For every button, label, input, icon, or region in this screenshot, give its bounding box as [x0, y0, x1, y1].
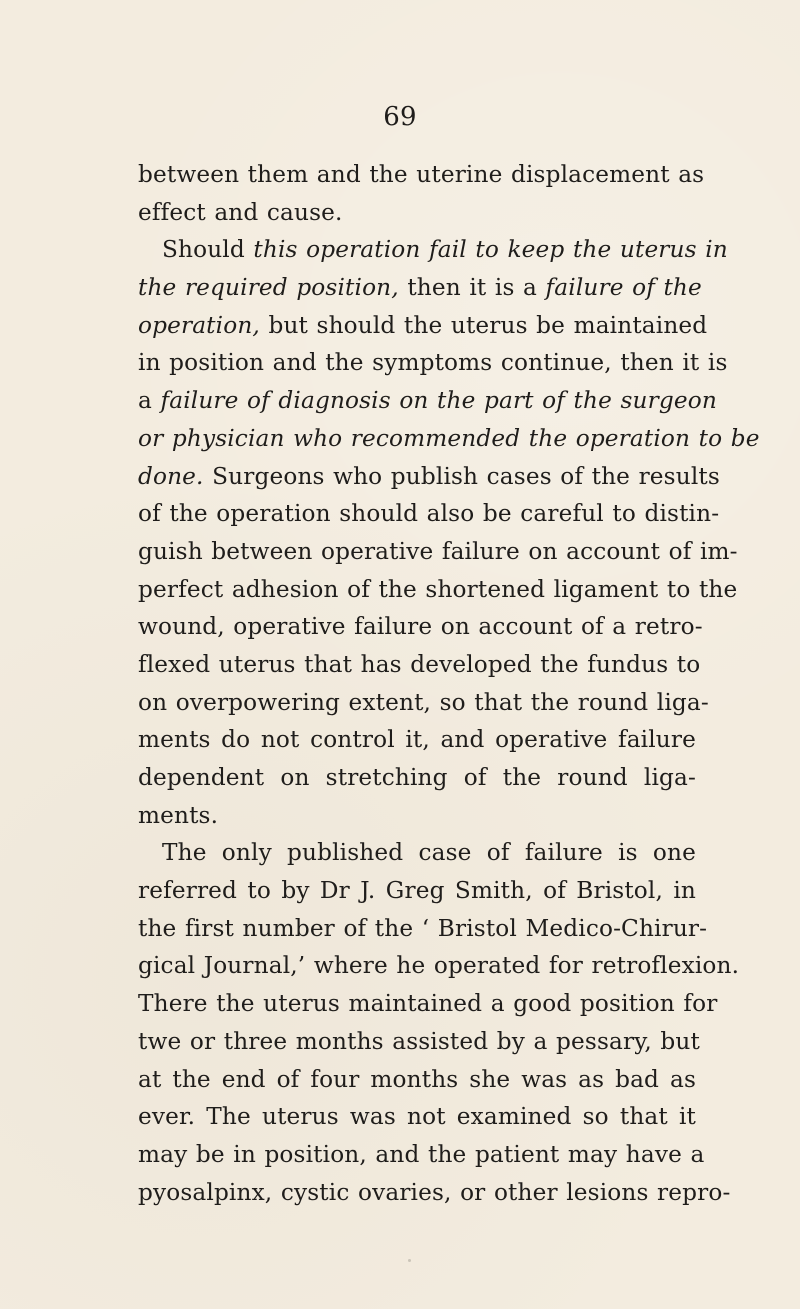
text-line-5: [138, 307, 708, 345]
text-line-6: [138, 344, 728, 382]
text-line-17: [138, 759, 696, 797]
text-line-3: [138, 231, 728, 269]
text-line-18: [138, 797, 696, 835]
line-5-roman: but should the uterus be maintained: [259, 311, 708, 339]
text-line-13: [138, 608, 703, 646]
line-11-text: guish between operative failure on account of im-: [138, 537, 738, 565]
text-line-26: [138, 1098, 696, 1136]
line-19-text: The only published case of failure is one: [162, 839, 696, 867]
text-line-24: [138, 1023, 700, 1061]
text-line-23: [138, 985, 718, 1023]
text-line-1: [138, 156, 705, 194]
line-20-text: referred to by Dr J. Greg Smith, of Bristol, in: [138, 877, 696, 905]
line-4-italic-1: the required position,: [138, 274, 399, 302]
text-line-21: [138, 910, 708, 948]
line-7-roman: a: [138, 387, 161, 415]
text-line-15: [138, 684, 709, 722]
line-1-text: between them and the uterine displacement as: [138, 161, 705, 188]
text-line-14: [138, 646, 701, 684]
line-22-text: gical Journal,’ where he operated for retroflexion.: [138, 952, 740, 980]
text-line-16: [138, 721, 696, 759]
line-9-italic: done.: [138, 462, 204, 490]
text-line-20: [138, 872, 696, 910]
line-2-text: effect and cause.: [138, 198, 343, 226]
text-line-25: [138, 1061, 696, 1099]
text-line-8: [138, 420, 760, 458]
line-15-text: on overpowering extent, so that the round liga-: [138, 688, 709, 716]
text-line-7: [138, 382, 717, 420]
line-9-roman: Surgeons who publish cases of the results: [203, 462, 720, 490]
line-21-text: the first number of the ‘ Bristol Medico-Chirur-: [138, 914, 708, 942]
line-23-text: There the uterus maintained a good position for: [138, 990, 718, 1018]
line-3-roman: Should: [162, 236, 254, 264]
paper-speck: [408, 1259, 411, 1262]
line-24-text: twe or three months assisted by a pessary, but: [138, 1027, 700, 1055]
text-line-27: [138, 1136, 705, 1174]
text-line-28: [138, 1174, 731, 1212]
line-7-italic: failure of diagnosis on the part of the surgeon: [160, 387, 717, 415]
line-6-text: in position and the symptoms continue, then it is: [138, 349, 728, 377]
text-line-2: [138, 194, 696, 232]
line-13-text: wound, operative failure on account of a retro-: [138, 613, 703, 641]
line-25-text: at the end of four months she was as bad as: [138, 1065, 696, 1093]
line-3-italic: this operation fail to keep the uterus in: [253, 236, 728, 264]
page-number: 69: [383, 102, 417, 132]
text-line-12: [138, 571, 738, 609]
text-line-10: [138, 495, 720, 533]
text-line-22: [138, 947, 740, 985]
text-line-4: [138, 269, 702, 307]
line-4-roman: then it is a: [398, 274, 546, 302]
line-16-text: ments do not control it, and operative failure: [138, 726, 696, 754]
line-26-text: ever. The uterus was not examined so that it: [138, 1103, 696, 1131]
text-line-9: [138, 458, 720, 496]
line-5-italic: operation,: [138, 311, 260, 339]
text-line-19: [138, 834, 696, 872]
line-17-text: dependent on stretching of the round liga-: [138, 764, 696, 791]
line-8-text: or physician who recommended the operation to be: [138, 424, 760, 452]
line-14-text: flexed uterus that has developed the fundus to: [138, 650, 701, 678]
line-18-text: ments.: [138, 801, 219, 829]
line-28-text: pyosalpinx, cystic ovaries, or other lesions repro-: [138, 1178, 731, 1206]
line-12-text: perfect adhesion of the shortened ligament to the: [138, 575, 738, 603]
line-27-text: may be in position, and the patient may have a: [138, 1140, 705, 1168]
text-line-11: [138, 533, 738, 571]
line-4-italic-2: failure of the: [545, 274, 702, 302]
line-10-text: of the operation should also be careful to distin-: [138, 500, 720, 528]
body-text: [138, 156, 760, 1211]
